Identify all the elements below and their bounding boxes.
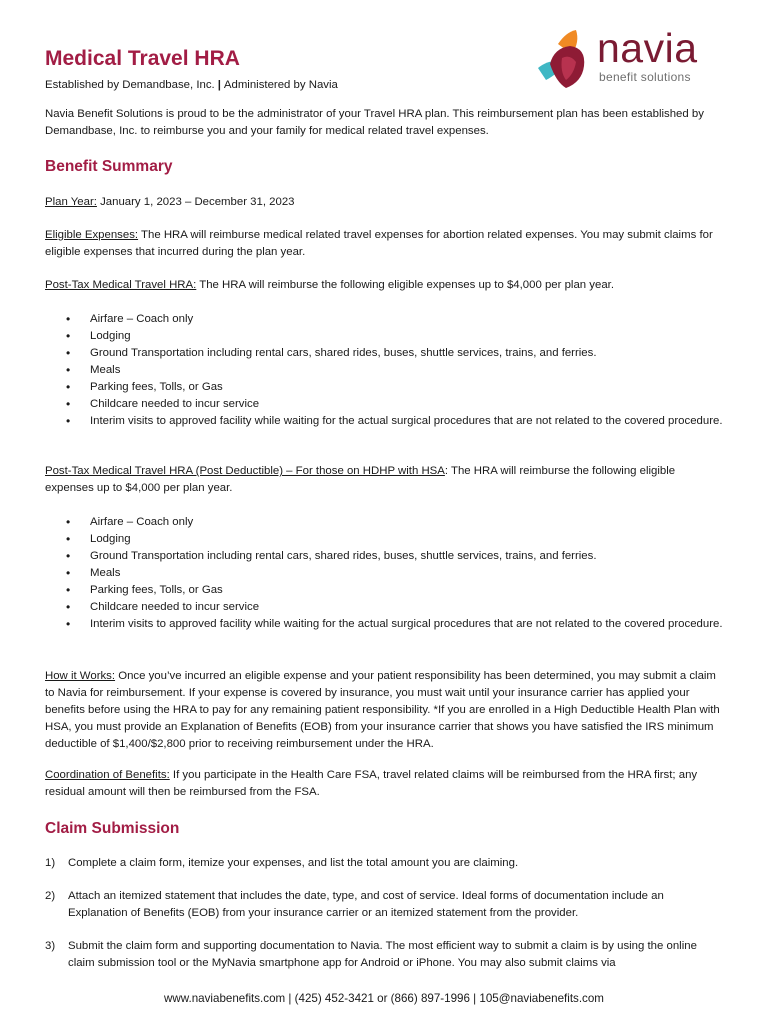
step-text: Submit the claim form and supporting documentation to Navia. The most efficient way to submit a claim is by using the online claim submission tool or the MyNavia smartphone app for Android or iPhone. You may also submit claims via [68, 940, 697, 969]
administered-by: Administered by Navia [223, 79, 338, 91]
step-text: Complete a claim form, itemize your expenses, and list the total amount you are claiming. [68, 857, 519, 869]
how-it-works-text: Once you’ve incurred an eligible expense and your patient responsibility has been determined, you may submit a claim to Navia for reimbursement. If your expense is covered by insurance, you must wait until your insurance carrier has applied your benefits before using the HRA to pay for any remaining patient responsibility. *If you are enrolled in a High Deductible Health Plan with HSA, you must provide an Explanation of Benefits (EOB) from your insurance carrier that shows you have satisfied the IRS minimum deductible of $1,400/$2,800 prior to receiving reimbursement under the HRA. [45, 670, 720, 750]
list-item: • Childcare needed to incur service [45, 599, 725, 616]
list-item: • Interim visits to approved facility while waiting for the actual surgical procedures that are not related to the covered procedure. [45, 413, 725, 430]
claim-step [45, 855, 725, 872]
logo-tagline: benefit solutions [599, 70, 691, 84]
benefit-summary-heading: Benefit Summary [45, 158, 173, 175]
coordination-of-benefits [45, 767, 725, 801]
header-separator: | [217, 79, 221, 91]
claim-steps [45, 855, 725, 972]
post-deductible-hra [45, 463, 725, 497]
how-it-works-label: How it Works: [45, 670, 116, 682]
eligible-expenses-text: The HRA will reimburse medical related travel expenses for abortion related expenses. You may submit claims for eligible expenses that incurred during the plan year. [45, 229, 713, 258]
claim-submission-heading: Claim Submission [45, 820, 180, 837]
list-item: • Ground Transportation including rental cars, shared rides, buses, shuttle services, trains, and ferries. [45, 548, 725, 565]
eligible-list-2 [45, 514, 725, 633]
list-item: • Interim visits to approved facility while waiting for the actual surgical procedures that are not related to the covered procedure. [45, 616, 725, 633]
navia-logo [536, 22, 736, 92]
list-item: • Meals [45, 565, 725, 582]
post-deductible-hra-label: Post-Tax Medical Travel HRA (Post Deductible) – For those on HDHP with HSA [45, 465, 445, 477]
post-deductible-hra-text: : The HRA will reimburse the following eligible expenses up to $4,000 per plan year. [45, 465, 676, 494]
step-text: Attach an itemized statement that includes the date, type, and cost of service. Ideal forms of documentation include an Explanation of Benefits (EOB) from your insurance carrier or an itemized statement from the provider. [68, 890, 664, 919]
plan-year-text: January 1, 2023 – December 31, 2023 [96, 196, 295, 208]
post-tax-hra-label: Post-Tax Medical Travel HRA: [45, 279, 197, 291]
header-subtitle [45, 77, 338, 94]
list-item: • Lodging [45, 531, 725, 548]
list-item: • Meals [45, 362, 725, 379]
navia-flame-icon [536, 24, 598, 90]
list-item: • Ground Transportation including rental cars, shared rides, buses, shuttle services, trains, and ferries. [45, 345, 725, 362]
eligible-expenses-label: Eligible Expenses: [45, 229, 139, 241]
list-item: • Parking fees, Tolls, or Gas [45, 379, 725, 396]
list-item: • Airfare – Coach only [45, 311, 725, 328]
eligible-list-1 [45, 311, 725, 430]
step-number: 2) [45, 890, 56, 902]
plan-year-label: Plan Year: [45, 196, 97, 208]
step-number: 3) [45, 940, 56, 952]
page-footer: www.naviabenefits.com | (425) 452-3421 or (866) 897-1996 | 105@naviabenefits.com [164, 992, 604, 1005]
list-item: • Childcare needed to incur service [45, 396, 725, 413]
list-item: • Airfare – Coach only [45, 514, 725, 531]
claim-step [45, 938, 725, 972]
plan-year [45, 194, 725, 211]
intro-paragraph: Navia Benefit Solutions is proud to be the administrator of your Travel HRA plan. This reimbursement plan has been established by Demandbase, Inc. to reimburse you and your family for medical related travel expenses. [45, 108, 704, 137]
claim-step [45, 888, 725, 922]
coordination-text: If you participate in the Health Care FSA, travel related claims will be reimbursed from the HRA first; any residual amount will then be reimbursed from the FSA. [45, 769, 698, 798]
logo-wordmark: navia [597, 25, 698, 71]
eligible-expenses [45, 227, 725, 261]
coordination-label: Coordination of Benefits: [45, 769, 170, 781]
post-tax-hra [45, 277, 725, 294]
step-number: 1) [45, 857, 56, 869]
list-item: • Parking fees, Tolls, or Gas [45, 582, 725, 599]
page-title: Medical Travel HRA [45, 47, 240, 70]
established-by: Established by Demandbase, Inc. [45, 79, 215, 91]
how-it-works [45, 668, 725, 753]
list-item: • Lodging [45, 328, 725, 345]
post-tax-hra-text: The HRA will reimburse the following eligible expenses up to $4,000 per plan year. [196, 279, 614, 291]
